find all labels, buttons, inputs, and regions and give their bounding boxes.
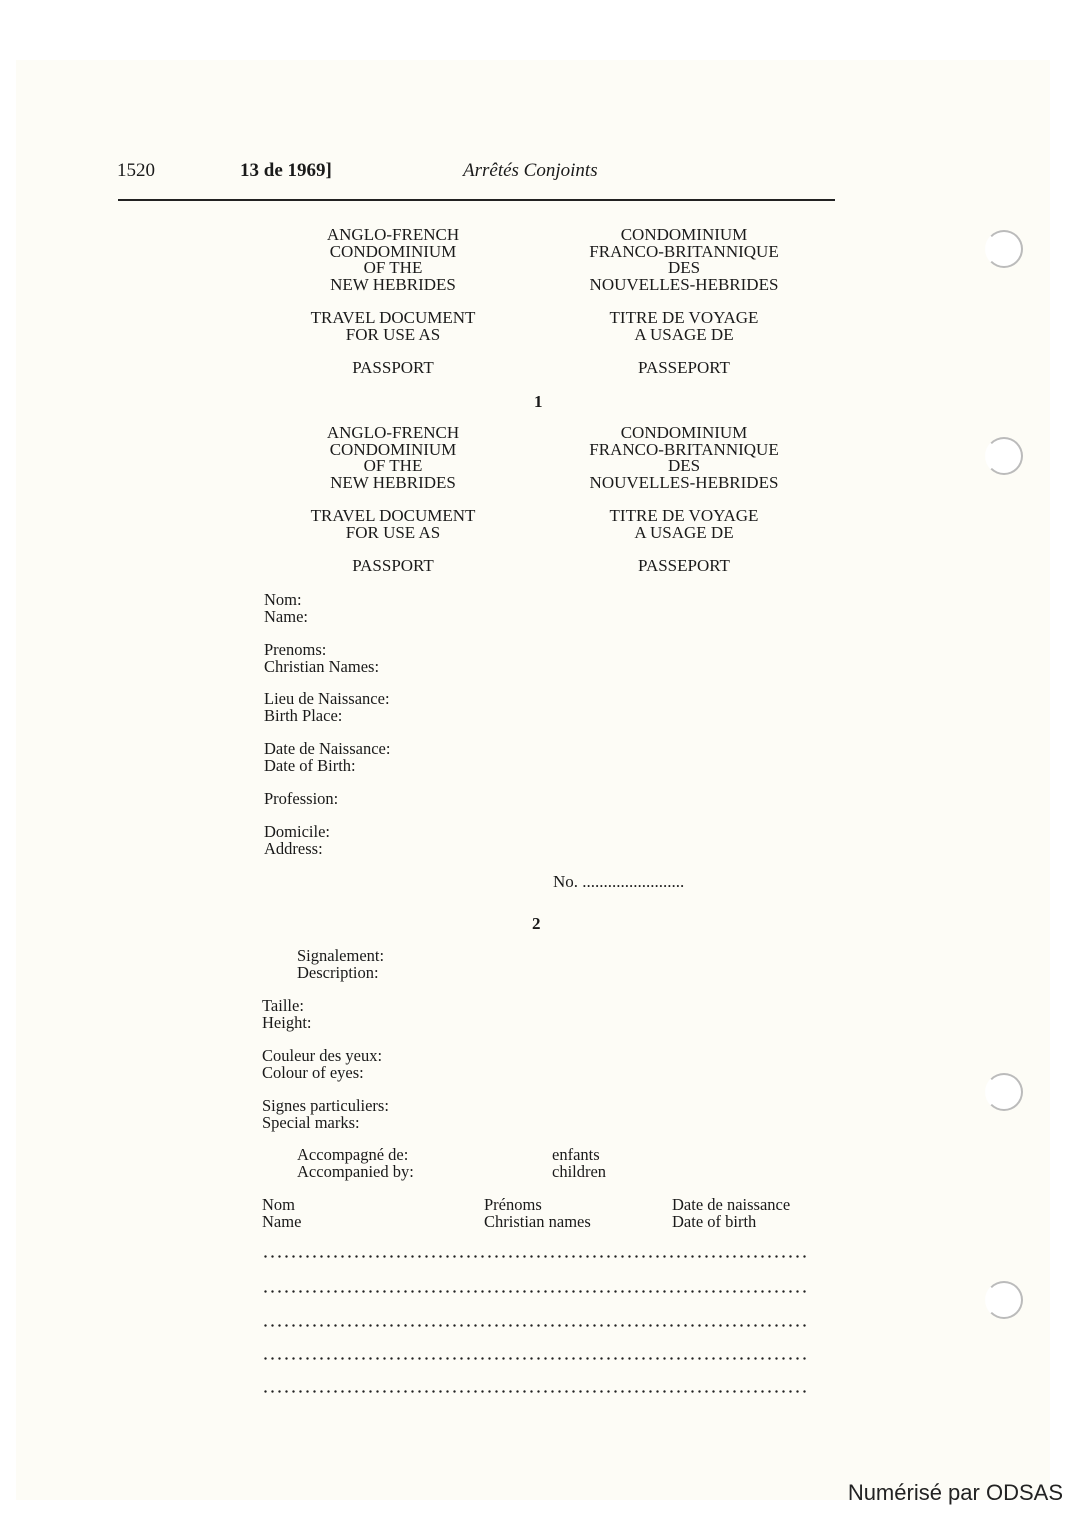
field-label-en: Special marks: [262, 1113, 360, 1132]
page-number: 1520 [117, 160, 155, 181]
field-christian-names [264, 641, 379, 675]
field-birth-place [264, 690, 390, 724]
column-header-date-of-birth [672, 1196, 790, 1230]
punch-hole [985, 1281, 1023, 1319]
punch-hole [985, 1073, 1023, 1111]
cover-left-doc: TRAVEL DOCUMENT [310, 506, 476, 525]
cover-left-line: CONDOMINIUM [329, 241, 457, 261]
field-label-fr: Accompagné de: [297, 1145, 409, 1164]
header-rule [118, 199, 835, 201]
blank-row-line [262, 1390, 808, 1393]
field-name [264, 591, 308, 625]
punch-hole [985, 230, 1023, 268]
cover-left-line: NEW HEBRIDES [330, 472, 456, 492]
cover-right-block [564, 425, 804, 575]
document-number: No. ........................ [553, 872, 685, 891]
cover-left-line: CONDOMINIUM [329, 439, 457, 459]
cover-left-line: OF THE [363, 456, 423, 475]
field-children [552, 1146, 606, 1180]
blank-row-line [262, 1255, 808, 1258]
cover-left-doc: FOR USE AS [345, 324, 441, 344]
field-label-fr: Profession: [264, 789, 339, 808]
field-date-of-birth [264, 740, 390, 774]
cover-right-line: DES [667, 456, 701, 475]
blank-row-line [262, 1290, 808, 1293]
field-accompanied-by [297, 1146, 414, 1180]
field-label-en: Birth Place: [264, 706, 343, 725]
cover-right-doc: TITRE DE VOYAGE [609, 308, 759, 327]
running-title: Arrêtés Conjoints [463, 160, 598, 181]
punch-hole [985, 437, 1023, 475]
cover-left-doc: TRAVEL DOCUMENT [310, 308, 476, 327]
column-label-en: Christian names [484, 1212, 591, 1231]
field-address [264, 823, 330, 857]
column-label-fr: Nom [262, 1195, 295, 1214]
description-heading [297, 947, 384, 981]
field-eye-colour [262, 1047, 382, 1081]
cover-left-block [293, 425, 493, 575]
cover-left-passport: PASSPORT [352, 358, 434, 377]
field-label-fr: Taille: [262, 996, 304, 1015]
field-label-fr: Prenoms: [264, 640, 327, 659]
field-label-en: Colour of eyes: [262, 1063, 364, 1082]
cover-right-line: CONDOMINIUM [620, 423, 748, 442]
page-marker-2: 2 [532, 914, 541, 933]
column-label-fr: Date de naissance [672, 1195, 791, 1214]
cover-right-line: NOUVELLES-HEBRIDES [589, 274, 779, 294]
column-label-en: Date of birth [672, 1212, 757, 1231]
cover-right-doc: TITRE DE VOYAGE [609, 506, 759, 525]
field-label-fr: Signes particuliers: [262, 1096, 389, 1115]
field-label-en: Accompanied by: [297, 1162, 414, 1181]
field-label-en: Height: [262, 1013, 312, 1032]
digitization-watermark: Numérisé par ODSAS [847, 1480, 1063, 1505]
cover-right-passport: PASSEPORT [638, 358, 730, 377]
field-profession [264, 790, 338, 807]
cover-left-block [293, 227, 493, 377]
field-label-fr: Nom: [264, 590, 302, 609]
cover-right-line: NOUVELLES-HEBRIDES [589, 472, 779, 492]
cover-right-passport: PASSEPORT [638, 556, 730, 575]
cover-left-line: OF THE [363, 258, 423, 277]
column-header-name [262, 1196, 301, 1230]
cover-right-doc: A USAGE DE [634, 522, 734, 542]
field-label-fr: Signalement: [297, 946, 385, 965]
field-label-en: Address: [264, 839, 323, 858]
field-height [262, 997, 312, 1031]
cover-left-doc: FOR USE AS [345, 522, 441, 542]
cover-left-passport: PASSPORT [352, 556, 434, 575]
field-label-fr: Lieu de Naissance: [264, 689, 390, 708]
blank-row-line [262, 1357, 808, 1360]
field-label-en: children [552, 1162, 607, 1181]
page-marker-1: 1 [534, 392, 543, 411]
cover-right-block [564, 227, 804, 377]
field-label-en: Description: [297, 963, 379, 982]
cover-right-line: CONDOMINIUM [620, 225, 748, 244]
column-header-christian-names [484, 1196, 591, 1230]
year-reference: 13 de 1969] [240, 160, 332, 181]
field-special-marks [262, 1097, 389, 1131]
column-label-en: Name [262, 1212, 302, 1231]
cover-left-line: ANGLO-FRENCH [326, 225, 460, 244]
field-label-fr: Domicile: [264, 822, 330, 841]
field-label-en: Christian Names: [264, 657, 380, 676]
blank-row-line [262, 1324, 808, 1327]
column-label-fr: Prénoms [484, 1195, 542, 1214]
cover-left-line: NEW HEBRIDES [330, 274, 456, 294]
field-label-fr: Couleur des yeux: [262, 1046, 383, 1065]
field-label-en: Name: [264, 607, 308, 626]
cover-right-line: FRANCO-BRITANNIQUE [589, 241, 779, 261]
cover-right-line: DES [667, 258, 701, 277]
field-label-fr: Date de Naissance: [264, 739, 391, 758]
document-page [16, 60, 1050, 1500]
cover-right-doc: A USAGE DE [634, 324, 734, 344]
field-label-fr: enfants [552, 1145, 600, 1164]
cover-left-line: ANGLO-FRENCH [326, 423, 460, 442]
field-label-en: Date of Birth: [264, 756, 356, 775]
cover-right-line: FRANCO-BRITANNIQUE [589, 439, 779, 459]
